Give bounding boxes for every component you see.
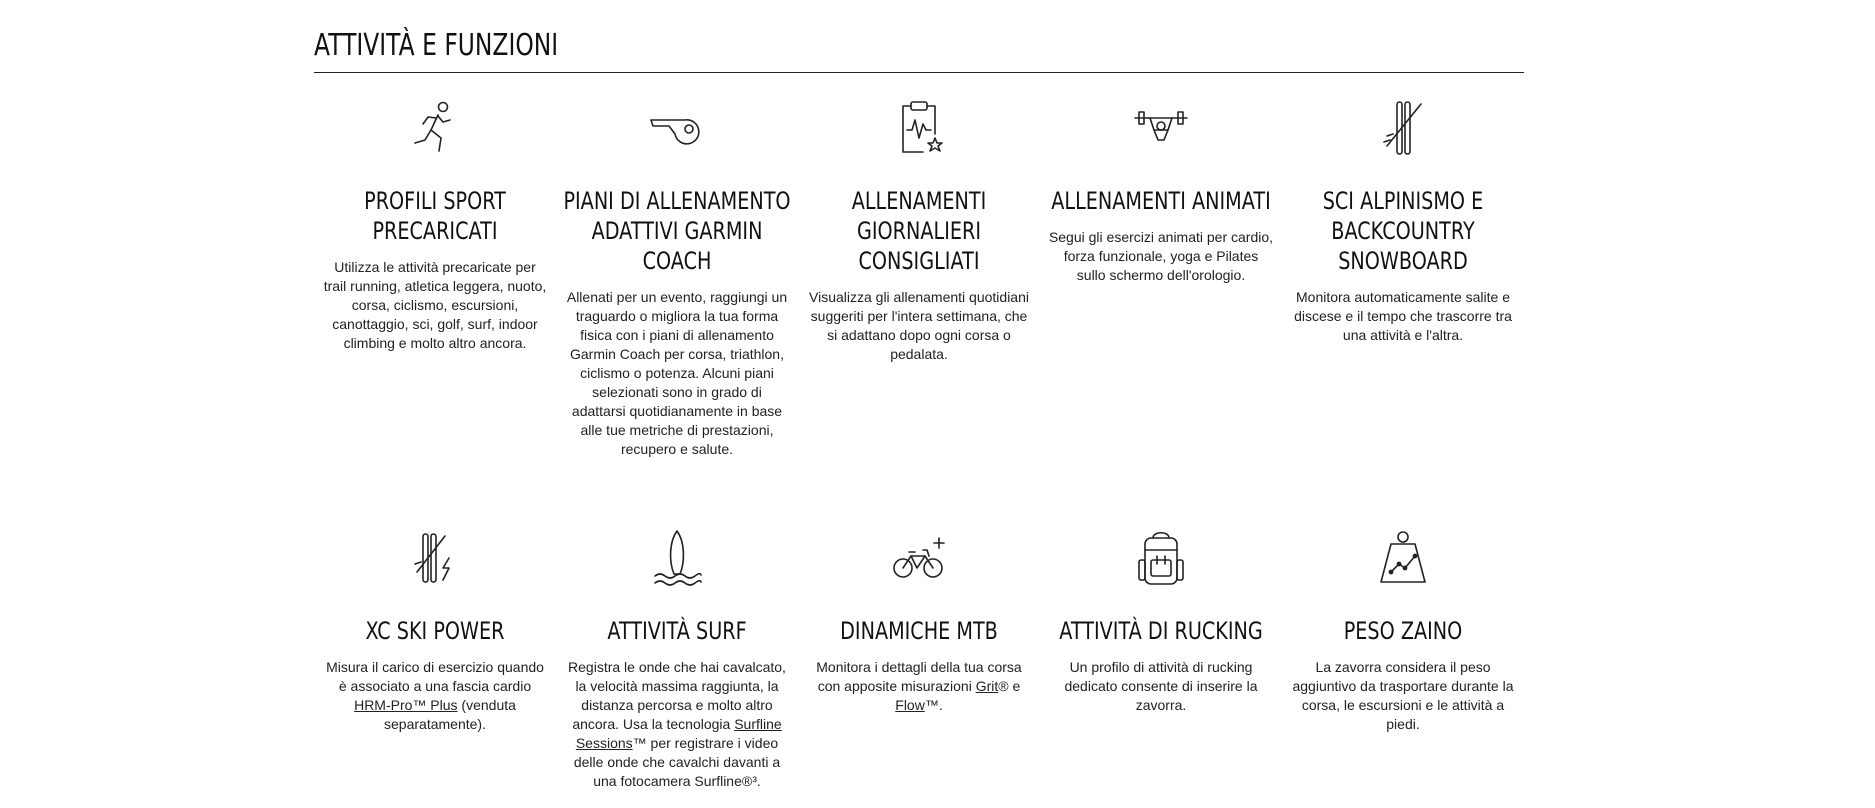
feature-description: Utilizza le attività precaricate per trail running, atletica leggera, nuoto, corsa, ciclismo, escursioni, canottaggio, sci, golf, surf, indoor climbing e molto altro ancora. — [323, 259, 547, 351]
feature-card — [556, 528, 798, 791]
feature-description — [806, 658, 1032, 715]
feature-card — [314, 98, 556, 459]
backpack-icon — [1126, 528, 1196, 588]
activities-features-section — [314, 0, 1524, 808]
feature-description: Segui gli esercizi animati per cardio, forza funzionale, yoga e Pilates sullo schermo dell'orologio. — [1048, 229, 1274, 283]
feature-card — [1040, 98, 1282, 459]
runner-icon — [400, 98, 470, 158]
feature-description — [322, 658, 548, 734]
feature-title: ALLENAMENTI ANIMATI — [1051, 187, 1271, 215]
xc-ski-power-icon — [400, 528, 470, 588]
surfboard-icon — [642, 528, 712, 588]
surfline-sessions-link[interactable]: Surfline Sessions — [575, 716, 782, 751]
feature-card — [314, 528, 556, 791]
desc-text: (venduta separatamente). — [384, 697, 516, 732]
ski-touring-icon — [1368, 98, 1438, 158]
feature-title: XC SKI POWER — [365, 617, 505, 645]
section-title: ATTIVITÀ E FUNZIONI — [314, 28, 559, 63]
feature-card — [798, 98, 1040, 459]
feature-title: ATTIVITÀ SURF — [607, 617, 747, 645]
feature-title: ATTIVITÀ DI RUCKING — [1059, 617, 1263, 645]
desc-text: Registra le onde che hai cavalcato, la velocità massima raggiunta, la distanza percorsa e molto altro ancora. Usa la tecnologia — [568, 659, 786, 732]
feature-title: ALLENAMENTI GIORNALIERI CONSIGLIATI — [851, 187, 987, 275]
feature-description: Allenati per un evento, raggiungi un traguardo o migliora la tua forma fisica con i piani di allenamento Garmin Coach per corsa, triathlon, ciclismo o potenza. Alcuni piani selezionati sono in grado di adattarsi quotidianamente in base alle tue metriche di prestazioni, recupero e salute. — [566, 289, 788, 457]
feature-description: Un profilo di attività di rucking dedicato consente di inserire la zavorra. — [1064, 659, 1258, 713]
feature-description: Visualizza gli allenamenti quotidiani suggeriti per l'intera settimana, che si adattano dopo ogni corsa o pedalata. — [809, 289, 1029, 362]
feature-title: PROFILI SPORT PRECARICATI — [364, 187, 506, 245]
features-row-2 — [314, 528, 1524, 791]
feature-description — [564, 658, 790, 791]
feature-title: PESO ZAINO — [1343, 617, 1463, 645]
feature-card — [556, 98, 798, 459]
whistle-icon — [642, 98, 712, 158]
desc-text: ™ per registrare i video delle onde che cavalchi davanti a una fotocamera Surfline®³. — [573, 735, 781, 789]
feature-description: La zavorra considera il peso aggiuntivo da trasportare durante la corsa, le escursioni e le attività a piedi. — [1292, 659, 1514, 732]
desc-text: ® e — [998, 678, 1021, 694]
weightlifting-icon — [1126, 98, 1196, 158]
desc-text: Misura il carico di esercizio quando è associato a una fascia cardio — [326, 659, 544, 694]
hrm-pro-plus-link[interactable]: HRM-Pro™ Plus — [354, 697, 458, 713]
title-divider — [314, 72, 1524, 73]
feature-title: DINAMICHE MTB — [840, 617, 998, 645]
feature-card — [1040, 528, 1282, 791]
features-row-1 — [314, 98, 1524, 459]
feature-card — [1282, 98, 1524, 459]
feature-card — [798, 528, 1040, 791]
mountain-bike-icon — [884, 528, 954, 588]
feature-title: SCI ALPINISMO E BACKCOUNTRY SNOWBOARD — [1322, 187, 1484, 275]
flow-link[interactable]: Flow — [895, 697, 925, 713]
feature-card — [1282, 528, 1524, 791]
feature-description: Monitora automaticamente salite e discese e il tempo che trascorre tra una attività e l'altra. — [1294, 289, 1512, 343]
desc-text: Monitora i dettagli della tua corsa con apposite misurazioni — [816, 659, 1022, 694]
desc-text: ™. — [924, 697, 943, 713]
feature-title: PIANI DI ALLENAMENTO ADATTIVI GARMIN COACH — [563, 187, 791, 275]
weight-chart-icon — [1368, 528, 1438, 588]
grit-link[interactable]: Grit — [975, 678, 999, 694]
clipboard-star-icon — [884, 98, 954, 158]
